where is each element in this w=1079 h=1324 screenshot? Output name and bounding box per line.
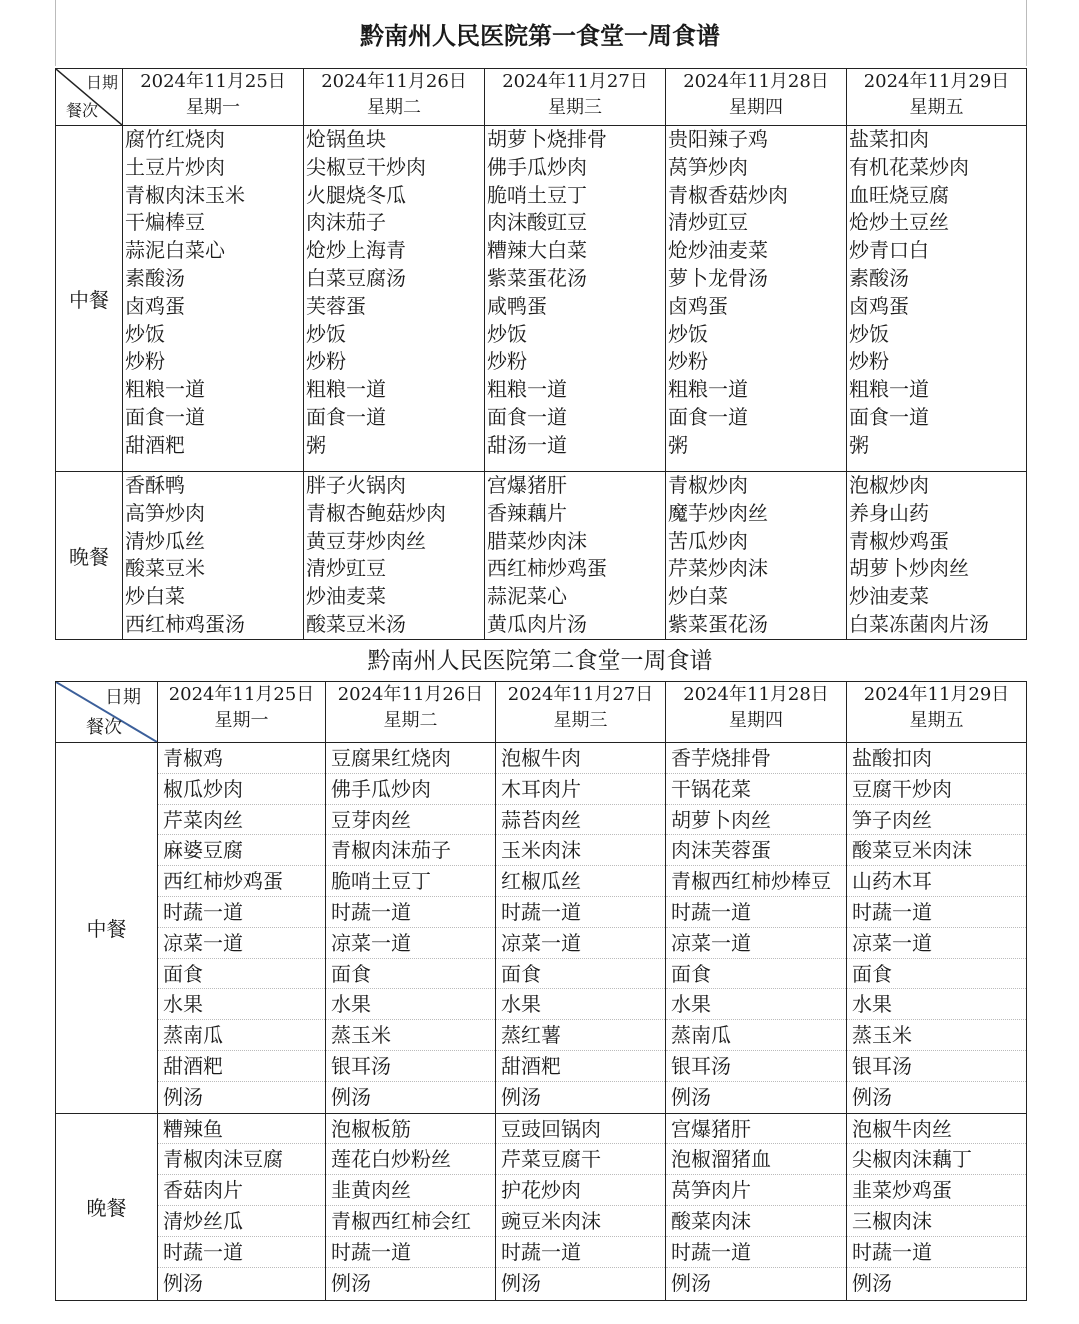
- dish-item: 时蔬一道: [326, 1237, 495, 1268]
- dish-item: 胡萝卜烧排骨: [487, 127, 607, 151]
- dish-item: 例汤: [852, 1270, 892, 1295]
- dish-item: 面食: [326, 959, 495, 990]
- dish-list: [123, 126, 303, 460]
- dish-item: 炝锅鱼块: [306, 127, 386, 151]
- dish-item: 面食: [496, 959, 665, 990]
- day-weekday: 星期一: [214, 710, 269, 731]
- dish-item: 魔芋炒肉丝: [668, 500, 768, 525]
- dish-item: 凉菜一道: [496, 928, 665, 959]
- dish-item: 青椒鸡: [158, 743, 325, 774]
- dish-item: 面食一道: [306, 404, 386, 429]
- day-date: 2024年11月25日: [140, 71, 286, 92]
- dish-item: 例汤: [671, 1084, 711, 1109]
- dish-item: 贵阳辣子鸡: [668, 127, 768, 151]
- dish-list: [847, 472, 1026, 639]
- dish-item: 西红柿鸡蛋汤: [125, 611, 245, 636]
- day-header: [847, 682, 1027, 743]
- dish-item: 尖椒豆干炒肉: [306, 154, 426, 179]
- dish-item: 白菜豆腐汤: [306, 265, 406, 290]
- dish-item: 素酸汤: [125, 265, 185, 290]
- dinner-cell: [847, 1113, 1027, 1300]
- dish-item: 酸菜肉沫: [666, 1206, 846, 1237]
- dish-item: 甜酒粑: [158, 1051, 325, 1082]
- dinner-cell: [304, 472, 485, 640]
- dish-item: 肉沫芙蓉蛋: [666, 835, 846, 866]
- dish-item: 豆腐果红烧肉: [326, 743, 495, 774]
- dish-item: 例汤: [501, 1084, 541, 1109]
- dish-item: 例汤: [163, 1270, 203, 1295]
- dish-item: 酸菜豆米肉沫: [847, 835, 1026, 866]
- dish-item: 卤鸡蛋: [849, 293, 909, 318]
- dish-item: 土豆片炒肉: [125, 154, 225, 179]
- dish-item: 炝炒油麦菜: [668, 238, 768, 263]
- dish-item: 紫菜蛋花汤: [668, 611, 768, 636]
- dish-item: 粥: [668, 432, 688, 457]
- dish-item: 蒸南瓜: [158, 1020, 325, 1051]
- dish-item: 高笋炒肉: [125, 500, 205, 525]
- dish-item: 银耳汤: [666, 1051, 846, 1082]
- dish-item: 粗粮一道: [487, 377, 567, 402]
- dish-item: 白菜冻菌肉片汤: [849, 611, 989, 636]
- dish-list: [304, 126, 484, 460]
- dish-item: 宫爆猪肝: [666, 1114, 846, 1145]
- dish-item: 水果: [496, 989, 665, 1020]
- dish-item: 粗粮一道: [306, 377, 386, 402]
- dish-item: 时蔬一道: [666, 897, 846, 928]
- dish-item: 豌豆米肉沫: [496, 1206, 665, 1237]
- day-header: [158, 682, 326, 743]
- day-date: 2024年11月28日: [683, 684, 829, 705]
- dish-item: 豆芽肉丝: [326, 805, 495, 836]
- dinner-row: [56, 472, 1027, 640]
- day-weekday: 星期一: [186, 97, 240, 118]
- dish-item: 例汤: [331, 1270, 371, 1295]
- dish-item: 粗粮一道: [668, 377, 748, 402]
- dish-item: 肉沫酸豇豆: [487, 210, 587, 235]
- dish-item: 炝炒土豆丝: [849, 210, 949, 235]
- lunch-cell: [123, 126, 304, 472]
- header-row: [56, 682, 1027, 743]
- dish-item: 时蔬一道: [158, 897, 325, 928]
- dish-item: 水果: [326, 989, 495, 1020]
- dish-item: 佛手瓜炒肉: [326, 774, 495, 805]
- dish-list: [158, 743, 325, 1113]
- dish-list: [496, 743, 665, 1113]
- dish-list: [666, 1114, 846, 1299]
- day-header: [666, 69, 847, 126]
- dinner-label: 晚餐: [56, 1113, 158, 1300]
- day-weekday: 星期二: [367, 97, 421, 118]
- corner-cell: [56, 69, 123, 126]
- dish-item: 例汤: [671, 1270, 711, 1295]
- dish-item: 蒸红薯: [496, 1020, 665, 1051]
- dish-list: [326, 743, 495, 1113]
- dish-list: [496, 1114, 665, 1299]
- dish-item: 宫爆猪肝: [487, 473, 567, 497]
- day-weekday: 星期五: [909, 710, 964, 731]
- dish-item: 炒粉: [125, 349, 165, 374]
- dish-item: 青椒肉沫玉米: [125, 182, 245, 207]
- dish-item: 粗粮一道: [849, 377, 929, 402]
- dish-item: 蒸玉米: [847, 1020, 1026, 1051]
- dish-item: 炒饭: [306, 321, 346, 346]
- dish-item: 炒油麦菜: [306, 584, 386, 609]
- dish-item: 泡椒炒肉: [849, 473, 929, 497]
- dish-item: 水果: [666, 989, 846, 1020]
- lunch-row: [56, 126, 1027, 472]
- dish-item: 青椒炒肉: [668, 473, 748, 497]
- dish-item: 青椒香菇炒肉: [668, 182, 788, 207]
- day-header: [496, 682, 666, 743]
- corner-cell: [56, 682, 158, 743]
- dish-item: 糟辣大白菜: [487, 238, 587, 263]
- dish-item: 时蔬一道: [847, 1237, 1026, 1268]
- dish-item: 酸菜豆米汤: [306, 611, 406, 636]
- dish-list: [485, 472, 665, 639]
- dish-item: 凉菜一道: [326, 928, 495, 959]
- dish-item: 银耳汤: [326, 1051, 495, 1082]
- corner-date-label: 日期: [105, 687, 141, 708]
- dish-item: 炒粉: [668, 349, 708, 374]
- dish-item: 酸菜豆米: [125, 556, 205, 581]
- dinner-row: [56, 1113, 1027, 1300]
- day-date: 2024年11月26日: [321, 71, 467, 92]
- lunch-cell: [304, 126, 485, 472]
- dish-item: 干锅花菜: [666, 774, 846, 805]
- day-header: [485, 69, 666, 126]
- dish-item: 豆腐干炒肉: [847, 774, 1026, 805]
- dish-item: 青椒炒鸡蛋: [849, 528, 949, 553]
- dish-item: 青椒西红柿炒棒豆: [666, 866, 846, 897]
- dish-item: 芹菜炒肉沫: [668, 556, 768, 581]
- dish-item: 例汤: [501, 1270, 541, 1295]
- dish-item: 香菇肉片: [158, 1175, 325, 1206]
- dish-list: [123, 472, 303, 639]
- dish-item: 青椒肉沫茄子: [326, 835, 495, 866]
- dish-item: 豆豉回锅肉: [496, 1114, 665, 1145]
- day-header: [666, 682, 847, 743]
- dish-list: [666, 743, 846, 1113]
- day-weekday: 星期三: [553, 710, 608, 731]
- dish-item: 西红柿炒鸡蛋: [158, 866, 325, 897]
- dish-list: [158, 1114, 325, 1299]
- dish-item: 清炒豇豆: [668, 210, 748, 235]
- dish-item: 蒜泥菜心: [487, 584, 567, 609]
- dish-list: [847, 743, 1026, 1113]
- dish-item: 面食: [158, 959, 325, 990]
- dinner-cell: [666, 1113, 847, 1300]
- day-header: [326, 682, 496, 743]
- dish-item: 时蔬一道: [158, 1237, 325, 1268]
- dish-item: 卤鸡蛋: [668, 293, 728, 318]
- dish-item: 青椒西红柿会红: [326, 1206, 495, 1237]
- dish-item: 泡椒板筋: [326, 1114, 495, 1145]
- dish-item: 炒饭: [668, 321, 708, 346]
- dish-item: 木耳肉片: [496, 774, 665, 805]
- dish-item: 腐竹红烧肉: [125, 127, 225, 151]
- dinner-cell: [123, 472, 304, 640]
- dish-item: 黄瓜肉片汤: [487, 611, 587, 636]
- dish-item: 清炒瓜丝: [125, 528, 205, 553]
- dish-item: 红椒瓜丝: [496, 866, 665, 897]
- dish-item: 韭黄肉丝: [326, 1175, 495, 1206]
- dish-item: 韭菜炒鸡蛋: [847, 1175, 1026, 1206]
- day-header: [123, 69, 304, 126]
- dish-item: 莴笋肉片: [666, 1175, 846, 1206]
- dish-item: 凉菜一道: [158, 928, 325, 959]
- lunch-cell: [496, 743, 666, 1114]
- dish-item: 银耳汤: [847, 1051, 1026, 1082]
- day-weekday: 星期三: [548, 97, 602, 118]
- dish-item: 萝卜龙骨汤: [668, 265, 768, 290]
- dish-item: 胖子火锅肉: [306, 473, 406, 497]
- dish-item: 青椒杏鲍菇炒肉: [306, 500, 446, 525]
- dish-item: 糟辣鱼: [158, 1114, 325, 1145]
- dish-item: 莴笋炒肉: [668, 154, 748, 179]
- dish-item: 椒瓜炒肉: [158, 774, 325, 805]
- dinner-cell: [847, 472, 1027, 640]
- dish-item: 清炒豇豆: [306, 556, 386, 581]
- dish-item: 炒饭: [849, 321, 889, 346]
- dish-item: 炒粉: [487, 349, 527, 374]
- dish-item: 甜酒粑: [496, 1051, 665, 1082]
- canteen1-title: 黔南州人民医院第一食堂一周食谱: [360, 21, 720, 50]
- dinner-cell: [496, 1113, 666, 1300]
- corner-date-label: 日期: [85, 73, 118, 92]
- dish-item: 清炒丝瓜: [158, 1206, 325, 1237]
- dish-item: 面食: [666, 959, 846, 990]
- dish-item: 例汤: [331, 1084, 371, 1109]
- dish-item: 凉菜一道: [666, 928, 846, 959]
- day-weekday: 星期五: [909, 97, 964, 118]
- dish-item: 麻婆豆腐: [158, 835, 325, 866]
- dish-item: 养身山药: [849, 500, 929, 525]
- day-header: [847, 69, 1027, 126]
- dish-list: [304, 472, 484, 639]
- dish-list: [847, 1114, 1026, 1299]
- dish-item: 炒饭: [125, 321, 165, 346]
- dish-item: 肉沫茄子: [306, 210, 386, 235]
- dish-item: 苦瓜炒肉: [668, 528, 748, 553]
- day-weekday: 星期四: [729, 710, 783, 731]
- dish-item: 面食一道: [849, 404, 929, 429]
- dish-item: 炒白菜: [125, 584, 185, 609]
- dish-item: 芹菜豆腐干: [496, 1144, 665, 1175]
- dish-item: 泡椒溜猪血: [666, 1144, 846, 1175]
- lunch-cell: [158, 743, 326, 1114]
- dish-item: 芹菜肉丝: [158, 805, 325, 836]
- dinner-cell: [158, 1113, 326, 1300]
- dish-item: 炒粉: [849, 349, 889, 374]
- dish-item: 炒饭: [487, 321, 527, 346]
- dish-item: 香辣藕片: [487, 500, 567, 525]
- dish-item: 佛手瓜炒肉: [487, 154, 587, 179]
- day-date: 2024年11月29日: [863, 684, 1010, 705]
- dish-item: 莲花白炒粉丝: [326, 1144, 495, 1175]
- dinner-cell: [485, 472, 666, 640]
- dish-item: 凉菜一道: [847, 928, 1026, 959]
- lunch-cell: [485, 126, 666, 472]
- dish-item: 炝炒上海青: [306, 238, 406, 263]
- dish-item: 甜酒粑: [125, 432, 185, 457]
- lunch-cell: [666, 743, 847, 1114]
- dish-list: [847, 126, 1026, 460]
- dish-item: 黄豆芽炒肉丝: [306, 528, 426, 553]
- dish-item: 腊菜炒肉沫: [487, 528, 587, 553]
- dish-item: 时蔬一道: [496, 897, 665, 928]
- dish-item: 时蔬一道: [666, 1237, 846, 1268]
- dish-item: 干煸棒豆: [125, 210, 205, 235]
- dish-item: 炒油麦菜: [849, 584, 929, 609]
- canteen1-table: [55, 68, 1027, 640]
- dish-item: 蒜泥白菜心: [125, 238, 225, 263]
- canteen2-title: 黔南州人民医院第二食堂一周食谱: [367, 648, 713, 674]
- dish-item: 护花炒肉: [496, 1175, 665, 1206]
- dish-item: 火腿烧冬瓜: [306, 182, 406, 207]
- dish-list: [666, 472, 846, 639]
- dish-item: 卤鸡蛋: [125, 293, 185, 318]
- dish-item: 炒粉: [306, 349, 346, 374]
- dish-list: [326, 1114, 495, 1299]
- canteen2-table: [55, 681, 1027, 1301]
- dish-item: 盐菜扣肉: [849, 127, 929, 151]
- dish-item: 芙蓉蛋: [306, 293, 366, 318]
- dish-item: 蒸南瓜: [666, 1020, 846, 1051]
- dish-item: 时蔬一道: [326, 897, 495, 928]
- day-date: 2024年11月29日: [863, 71, 1010, 92]
- dish-item: 例汤: [163, 1084, 203, 1109]
- dish-item: 面食: [847, 959, 1026, 990]
- dish-item: 例汤: [852, 1084, 892, 1109]
- header-row: [56, 69, 1027, 126]
- dish-item: 青椒肉沫豆腐: [158, 1144, 325, 1175]
- day-date: 2024年11月27日: [507, 684, 654, 705]
- dish-item: 西红柿炒鸡蛋: [487, 556, 607, 581]
- day-date: 2024年11月28日: [683, 71, 829, 92]
- dish-item: 山药木耳: [847, 866, 1026, 897]
- dish-item: 粥: [306, 432, 326, 457]
- day-weekday: 星期四: [729, 97, 783, 118]
- dinner-label: 晚餐: [56, 472, 123, 640]
- dinner-cell: [326, 1113, 496, 1300]
- dish-item: 时蔬一道: [496, 1237, 665, 1268]
- dish-item: 蒸玉米: [326, 1020, 495, 1051]
- dish-item: 泡椒牛肉: [496, 743, 665, 774]
- dish-item: 咸鸭蛋: [487, 293, 547, 318]
- dish-item: 香芋烧排骨: [666, 743, 846, 774]
- lunch-cell: [847, 126, 1027, 472]
- lunch-row: [56, 743, 1027, 1114]
- dish-item: 笋子肉丝: [847, 805, 1026, 836]
- dish-item: 胡萝卜肉丝: [666, 805, 846, 836]
- day-weekday: 星期二: [383, 710, 438, 731]
- day-header: [304, 69, 485, 126]
- dish-item: 素酸汤: [849, 265, 909, 290]
- corner-meal-label: 餐次: [86, 717, 122, 738]
- dish-list: [666, 126, 846, 460]
- corner-meal-label: 餐次: [66, 101, 99, 120]
- dish-item: 面食一道: [668, 404, 748, 429]
- dish-item: 三椒肉沫: [847, 1206, 1026, 1237]
- dish-item: 玉米肉沫: [496, 835, 665, 866]
- dish-item: 水果: [158, 989, 325, 1020]
- dinner-cell: [666, 472, 847, 640]
- dish-item: 蒜苔肉丝: [496, 805, 665, 836]
- dish-item: 血旺烧豆腐: [849, 182, 949, 207]
- dish-item: 炒白菜: [668, 584, 728, 609]
- dish-item: 香酥鸭: [125, 473, 185, 497]
- dish-item: 泡椒牛肉丝: [847, 1114, 1026, 1145]
- dish-item: 有机花菜炒肉: [849, 154, 969, 179]
- dish-item: 脆哨土豆丁: [487, 182, 587, 207]
- day-date: 2024年11月25日: [168, 684, 315, 705]
- dish-item: 盐酸扣肉: [847, 743, 1026, 774]
- lunch-cell: [326, 743, 496, 1114]
- dish-list: [485, 126, 665, 460]
- lunch-cell: [847, 743, 1027, 1114]
- lunch-label: 中餐: [56, 743, 158, 1114]
- day-date: 2024年11月26日: [337, 684, 484, 705]
- lunch-cell: [666, 126, 847, 472]
- dish-item: 粗粮一道: [125, 377, 205, 402]
- dish-item: 面食一道: [125, 404, 205, 429]
- dish-item: 水果: [847, 989, 1026, 1020]
- dish-item: 时蔬一道: [847, 897, 1026, 928]
- lunch-label: 中餐: [56, 126, 123, 472]
- dish-item: 面食一道: [487, 404, 567, 429]
- dish-item: 胡萝卜炒肉丝: [849, 556, 969, 581]
- dish-item: 脆哨土豆丁: [326, 866, 495, 897]
- dish-item: 紫菜蛋花汤: [487, 265, 587, 290]
- dish-item: 甜汤一道: [487, 432, 567, 457]
- dish-item: 炒青口白: [849, 238, 929, 263]
- dish-item: 粥: [849, 432, 869, 457]
- day-date: 2024年11月27日: [502, 71, 648, 92]
- dish-item: 尖椒肉沫藕丁: [847, 1144, 1026, 1175]
